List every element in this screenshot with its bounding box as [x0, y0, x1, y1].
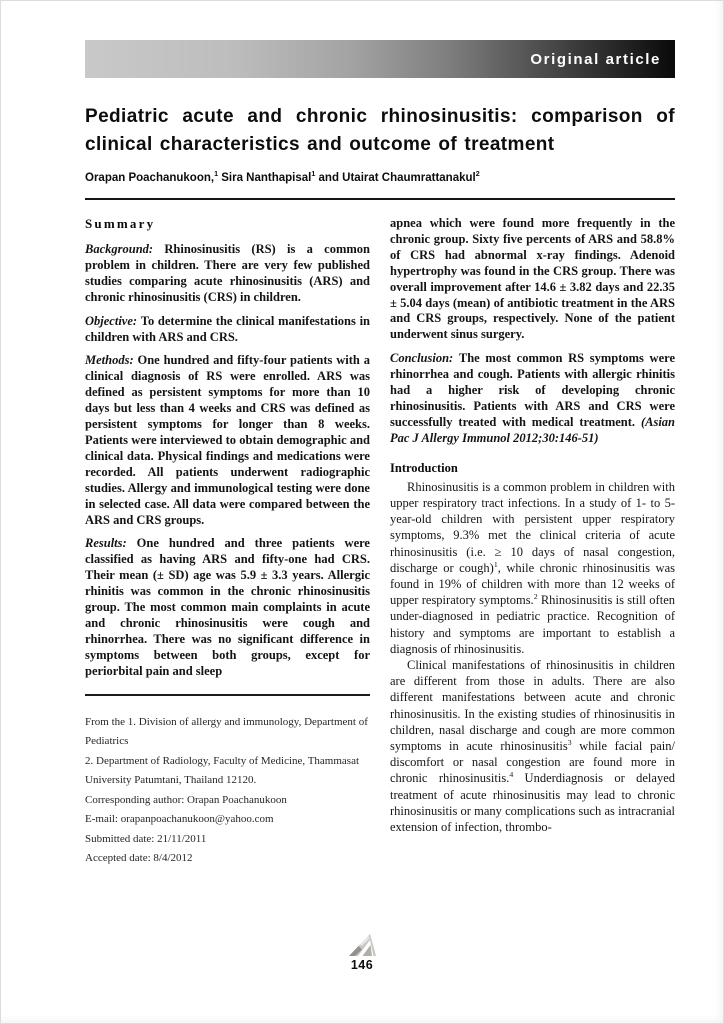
- footnote-line: Submitted date: 21/11/2011: [85, 832, 207, 845]
- author-line: Orapan Poachanukoon,$^1$ Sira Nanthapisal$^1$ and Utairat Chaumrattanakul$^2$: [85, 170, 480, 184]
- footnote-line: Corresponding author: Orapan Poachanukoon: [85, 793, 287, 806]
- footnote-divider: [85, 694, 370, 696]
- left-column: [85, 216, 370, 869]
- introduction-heading: Introduction: [390, 460, 458, 475]
- page-footer: [0, 933, 724, 972]
- footnote-line: Accepted date: 8/4/2012: [85, 852, 193, 865]
- footnote-block: [85, 713, 370, 869]
- header-divider: [85, 198, 675, 200]
- page-number: 146: [350, 958, 374, 972]
- original-article-banner: [85, 40, 675, 78]
- summary-heading: Summary: [85, 216, 156, 231]
- abstract-background: Background: Rhinosinusitis (RS) is a common problem in children. There are very few published studies comparing acute rhinosinusitis (ARS) and chronic rhinosinusitis (CRS) in children.: [85, 242, 370, 304]
- right-column: [390, 216, 675, 835]
- abstract-conclusion: Conclusion: The most common RS symptoms were rhinorrhea and cough. Patients with allergic rhinitis had a higher risk of developing chronic rhinosinusitis. Patients with ARS and CRS were successfully treated with medical treatment. (Asian Pac J Allergy Immunol 2012;30:146-51): [390, 351, 675, 445]
- footnote-line: From the 1. Division of allergy and immunology, Department of Pediatrics: [85, 715, 368, 748]
- abstract-results: Results: One hundred and three patients were classified as having ARS and fifty-one had CRS. Their mean (± SD) age was 5.9 ± 3.3 years. Allergic rhinitis was common in the chronic rhinosinusitis group. The most common main complaints in acute and chronic rhinosinusitis were cough and rhinorrhea. There was no significant difference in symptoms between both groups, except for periorbital pain and sleep: [85, 536, 370, 678]
- footnote-line: E-mail: orapanpoachanukoon@yahoo.com: [85, 813, 274, 826]
- footnote-line: 2. Department of Radiology, Faculty of Medicine, Thammasat University Patumtani, Thailand 12120.: [85, 754, 360, 787]
- page-content: [85, 40, 675, 869]
- banner-label: Original article: [530, 50, 661, 68]
- journal-logo-icon: [346, 933, 378, 957]
- abstract-methods: Methods: One hundred and fifty-four patients with a clinical diagnosis of RS were enrolled. ARS was defined as persistent symptoms for more than 10 days but less than 4 weeks and CRS was defined as persistent symptoms for longer than 8 weeks. Patients were interviewed to obtain demographic and clinical data. Physical findings and medications were recorded. All patients underwent radiographic studies. Allergy and immunological testing were done in selected case. All data were compared between the ARS and CRS groups.: [85, 353, 370, 527]
- abstract-results-continuation: apnea which were found more frequently in the chronic group. Sixty five percents of ARS and 58.8% of CRS had abnormal x-ray findings. Adenoid hypertrophy was found in the CRS group. There was overall improvement after 14.6 ± 3.82 days and 22.35 ± 5.04 days (mean) of antibiotic treatment in the ARS and CRS groups, respectively. None of the patient underwent sinus surgery.: [390, 216, 675, 342]
- abstract-objective: Objective: To determine the clinical manifestations in children with ARS and CRS.: [85, 313, 371, 344]
- introduction-paragraph-2: Clinical manifestations of rhinosinusitis in children are different from those in adults. There are also different manifestations between acute and chronic rhinosinusitis. In the existing studies of rhinosinusitis in children, nasal discharge and cough are more common symptoms in acute rhinosinusitis$^3$ while facial pain/ discomfort or nasal congestion are found more in chronic rhinosinusitis.$^4$ Underdiagnosis or delayed treatment of acute rhinosinusitis may lead to chronic rhinosinusitis or many complications such as intracranial extension of infection, thrombo-: [390, 657, 675, 834]
- introduction-paragraph-1: Rhinosinusitis is a common problem in children with upper respiratory tract infections. In a study of 1- to 5-year-old children with persistent upper respiratory symptoms, 9.3% met the clinical criteria of acute rhinosinusitis (i.e. ≥ 10 days of nasal congestion, discharge or cough)$^1$, while chronic rhinosinusitis was found in 19% of children with more than 12 weeks of upper respiratory symptoms.$^2$ Rhinosinusitis is still often under-diagnosed in pediatric practice. Recognition of history and symptoms are important to establish a diagnosis of rhinosinusitis.: [390, 479, 675, 656]
- article-title: Pediatric acute and chronic rhinosinusitis: comparison of clinical characteristics and outcome of treatment: [85, 106, 675, 155]
- two-column-body: [85, 216, 675, 869]
